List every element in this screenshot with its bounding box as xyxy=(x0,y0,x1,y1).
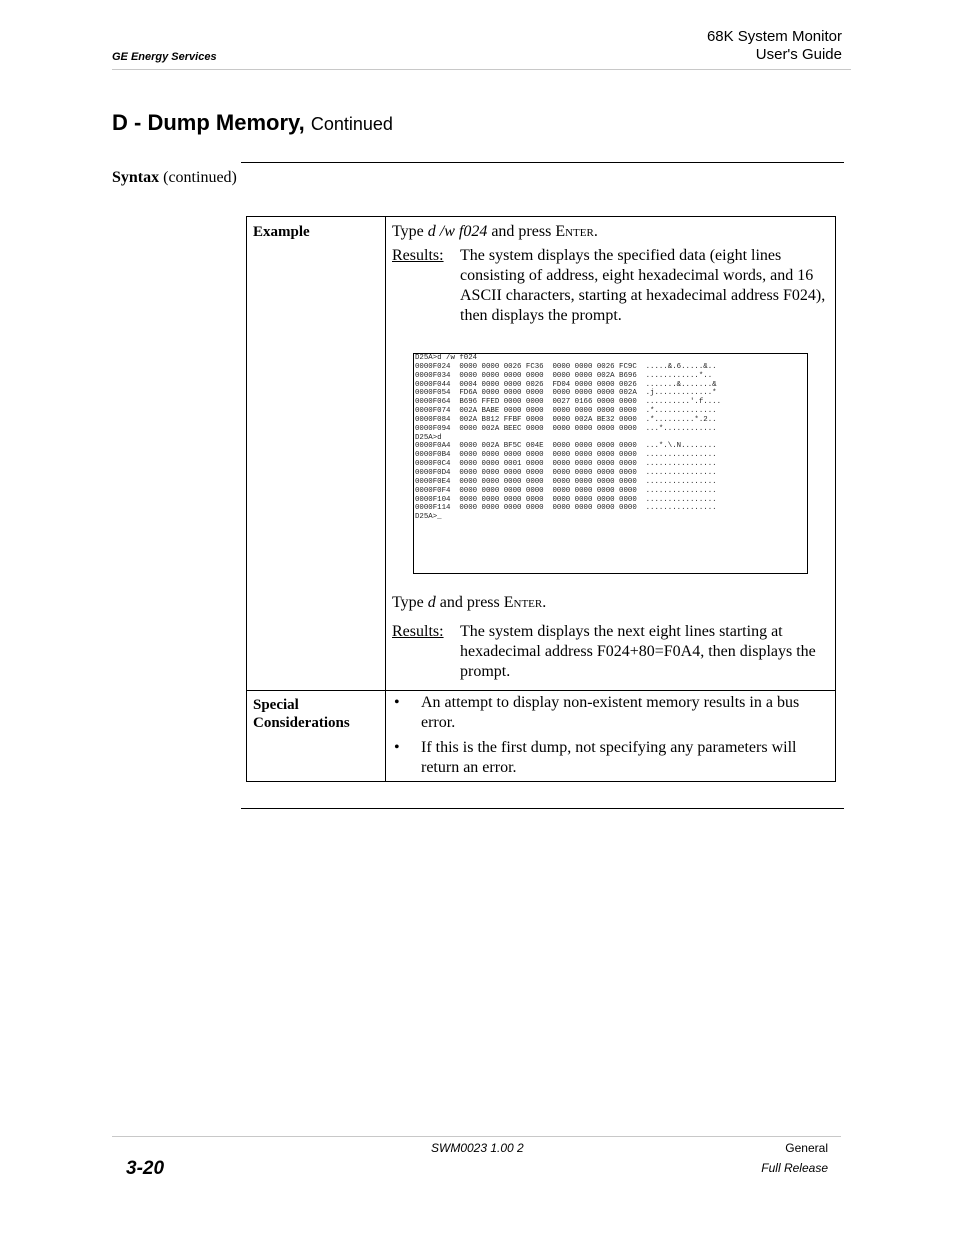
cmd2-prefix: Type xyxy=(392,594,428,611)
header-title-line2: User's Guide xyxy=(755,46,842,63)
results-text-2: The system displays the next eight lines starting at hexadecimal address F024+80=F0A4, then displays the prompt. xyxy=(460,623,816,680)
terminal-screen-output xyxy=(413,353,808,574)
header-company: GE Energy Services xyxy=(112,51,217,63)
cmd2-key: Enter xyxy=(503,594,543,611)
bullet-icon: • xyxy=(394,739,400,756)
row-label-example: Example xyxy=(253,224,310,240)
header-divider xyxy=(112,69,851,70)
header-title-line1: 68K System Monitor xyxy=(706,28,842,45)
special-considerations-list xyxy=(392,693,832,783)
syntax-heading-rest: (continued) xyxy=(159,169,237,186)
footer-divider xyxy=(112,1136,841,1137)
results-text-1: The system displays the specified data (eight lines consisting of address, eight hexadecimal words, and 16 ASCII characters, starting at hexadecimal address F024), then displays the prompt. xyxy=(460,247,826,324)
footer-release: Full Release xyxy=(761,1161,828,1175)
footer-document-id: SWM0023 1.00 2 xyxy=(431,1141,524,1155)
cmd1-mid: and press xyxy=(487,223,556,240)
section-rule-top xyxy=(241,162,844,163)
cmd1-key: Enter xyxy=(555,223,594,240)
syntax-heading xyxy=(112,169,237,187)
header-document-title xyxy=(707,28,842,64)
table-row-divider xyxy=(247,690,835,691)
cmd1-suffix: . xyxy=(593,223,598,240)
page-title-continued: Continued xyxy=(310,114,393,134)
example-command-2 xyxy=(392,593,546,613)
syntax-heading-bold: Syntax xyxy=(112,169,160,186)
footer-category: General xyxy=(785,1141,828,1155)
page-title-main: D - Dump Memory, xyxy=(112,110,305,135)
cmd2-command: d xyxy=(427,594,436,611)
bullet-icon: • xyxy=(394,694,400,711)
example-command-1 xyxy=(392,222,598,242)
results-label-1: Results: xyxy=(392,247,444,264)
bullet-text-1: An attempt to display non-existent memory results in a bus error. xyxy=(421,694,800,731)
list-item xyxy=(392,693,832,733)
results-label-2: Results: xyxy=(392,623,444,640)
section-rule-bottom xyxy=(241,808,844,809)
bullet-text-2: If this is the first dump, not specifying any parameters will return an error. xyxy=(421,739,797,776)
cmd2-suffix: . xyxy=(542,594,547,611)
cmd2-mid: and press xyxy=(435,594,504,611)
page-number: 3-20 xyxy=(126,1158,165,1179)
terminal-text: D25A>d /w f024 0000F024 0000 0000 0026 FC36 0000 0000 0026 FC9C .....&.6.....&.. 0000F034 0000 0000 0000 0000 0000 0000 002A B696 ............*.. 0000F044 0004 0000 0000 0026 FD04 0000 0000 0026 .......&.......& 0000F054 FD6A 0000 0000 0000 0000 0000 0000 002A .j.............* 0000F064 B696 FFED 0000 0000 0027 0166 0000 0000 ..........'.f.... 0000F074 002A BABE 0000 0000 0000 0000 0000 0000 .*.............. 0000F084 002A B812 FFBF 0000 0000 002A BE32 0000 .*.........*.2.. 0000F094 0000 002A BEEC 0000 0000 0000 0000 0000 ...*............ D25A>d 0000F0A4 0000 002A BF5C 004E 0000 0000 0000 0000 ...*.\.N........ 0000F0B4 0000 0000 0000 0000 0000 0000 0000 0000 ................ 0000F0C4 0000 0000 0001 0000 0000 0000 0000 0000 ................ 0000F0D4 0000 0000 0000 0000 0000 0000 0000 0000 ................ 0000F0E4 0000 0000 0000 0000 0000 0000 0000 0000 ................ 0000F0F4 0000 0000 0000 0000 0000 0000 0000 0000 ................ 0000F104 0000 0000 0000 0000 0000 0000 0000 0000 ................ 0000F114 0000 0000 0000 0000 0000 0000 0000 0000 ................ D25A>_ xyxy=(415,354,722,522)
table-column-divider xyxy=(385,217,386,781)
row-label-special-considerations: Special Considerations xyxy=(253,697,350,731)
example-results-1 xyxy=(392,246,832,326)
syntax-table xyxy=(246,216,836,782)
list-item xyxy=(392,738,832,778)
page-title xyxy=(112,110,393,136)
cmd1-prefix: Type xyxy=(392,223,428,240)
example-results-2 xyxy=(392,622,832,682)
cmd1-command: d /w f024 xyxy=(427,223,488,240)
